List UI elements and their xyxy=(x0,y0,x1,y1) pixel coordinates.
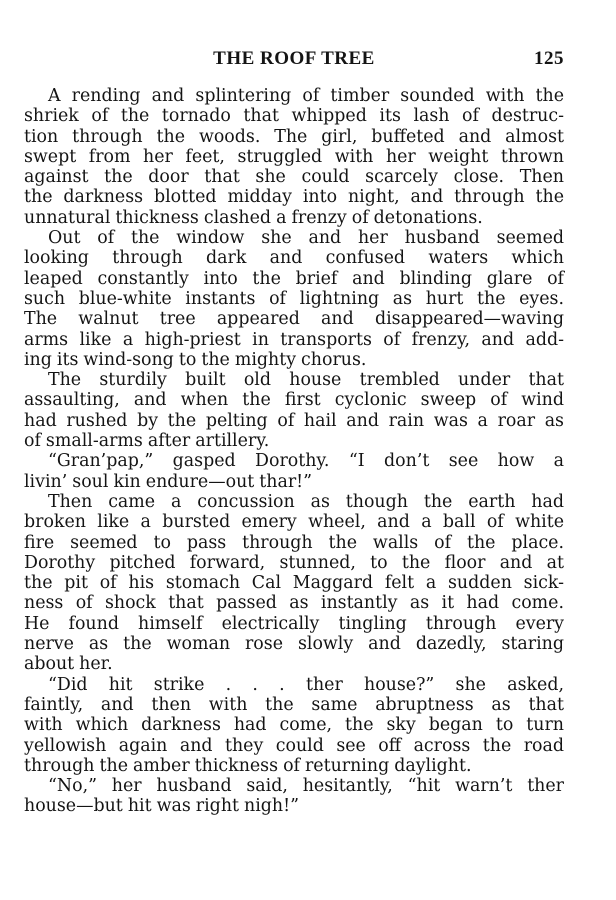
text-line: of small-arms after artillery. xyxy=(24,431,270,452)
text-line: through the amber thickness of returning daylight. xyxy=(24,755,472,776)
paragraph xyxy=(24,228,564,370)
text-line: shriek of the tornado that whipped its lash of destruc- xyxy=(24,106,564,127)
text-line: about her. xyxy=(24,654,113,675)
paragraph xyxy=(24,370,564,451)
text-line: fire seemed to pass through the walls of the place. xyxy=(24,532,564,553)
text-line: against the door that she could scarcely close. Then xyxy=(24,167,564,188)
text-line: with which darkness had come, the sky began to turn xyxy=(24,715,564,736)
running-title: THE ROOF TREE xyxy=(213,48,375,69)
text-line: A rending and splintering of timber sounded with the xyxy=(48,86,564,106)
paragraph xyxy=(24,776,564,817)
text-line: Then came a concussion as though the earth had xyxy=(48,491,564,512)
text-line: The walnut tree appeared and disappeared—waving xyxy=(24,309,564,330)
running-header xyxy=(24,48,564,74)
text-line: the darkness blotted midday into night, and through the xyxy=(24,187,564,208)
text-line: “Did hit strike . . . ther house?” she asked, xyxy=(48,674,564,695)
paragraph xyxy=(24,86,564,228)
text-line: ness of shock that passed as instantly as it had come. xyxy=(24,593,564,614)
text-line: arms like a high-priest in transports of frenzy, and add- xyxy=(24,329,564,350)
body-text xyxy=(24,86,564,817)
text-line: yellowish again and they could see off across the road xyxy=(24,735,564,756)
text-line: “No,” her husband said, hesitantly, “hit warn’t ther xyxy=(48,776,564,797)
text-line: The sturdily built old house trembled under that xyxy=(48,370,564,391)
text-line: nerve as the woman rose slowly and dazedly, staring xyxy=(24,634,564,655)
text-line: the pit of his stomach Cal Maggard felt a sudden sick- xyxy=(24,573,564,594)
text-line: house—but hit was right nigh!” xyxy=(24,796,300,817)
text-line: tion through the woods. The girl, buffeted and almost xyxy=(24,126,564,147)
book-page xyxy=(24,48,564,817)
page-number: 125 xyxy=(534,48,564,69)
paragraph xyxy=(24,675,564,776)
text-line: broken like a bursted emery wheel, and a ball of white xyxy=(24,512,564,533)
paragraph xyxy=(24,492,564,675)
paragraph xyxy=(24,451,564,492)
text-line: He found himself electrically tingling through every xyxy=(24,613,564,634)
text-line: leaped constantly into the brief and blinding glare of xyxy=(24,268,564,289)
text-line: unnatural thickness clashed a frenzy of detonations. xyxy=(24,207,483,228)
text-line: “Gran’pap,” gasped Dorothy. “I don’t see how a xyxy=(48,451,564,472)
text-line: Out of the window she and her husband seemed xyxy=(48,228,564,249)
text-line: ing its wind-song to the mighty chorus. xyxy=(24,349,367,370)
text-line: such blue-white instants of lightning as hurt the eyes. xyxy=(24,288,564,309)
text-line: livin’ soul kin endure—out thar!” xyxy=(24,471,313,492)
text-line: faintly, and then with the same abruptness as that xyxy=(24,694,564,715)
text-line: had rushed by the pelting of hail and rain was a roar as xyxy=(24,410,564,431)
text-line: Dorothy pitched forward, stunned, to the floor and at xyxy=(24,552,564,573)
text-line: assaulting, and when the first cyclonic sweep of wind xyxy=(24,390,564,411)
text-line: swept from her feet, struggled with her weight thrown xyxy=(24,146,564,167)
text-line: looking through dark and confused waters which xyxy=(24,248,564,269)
